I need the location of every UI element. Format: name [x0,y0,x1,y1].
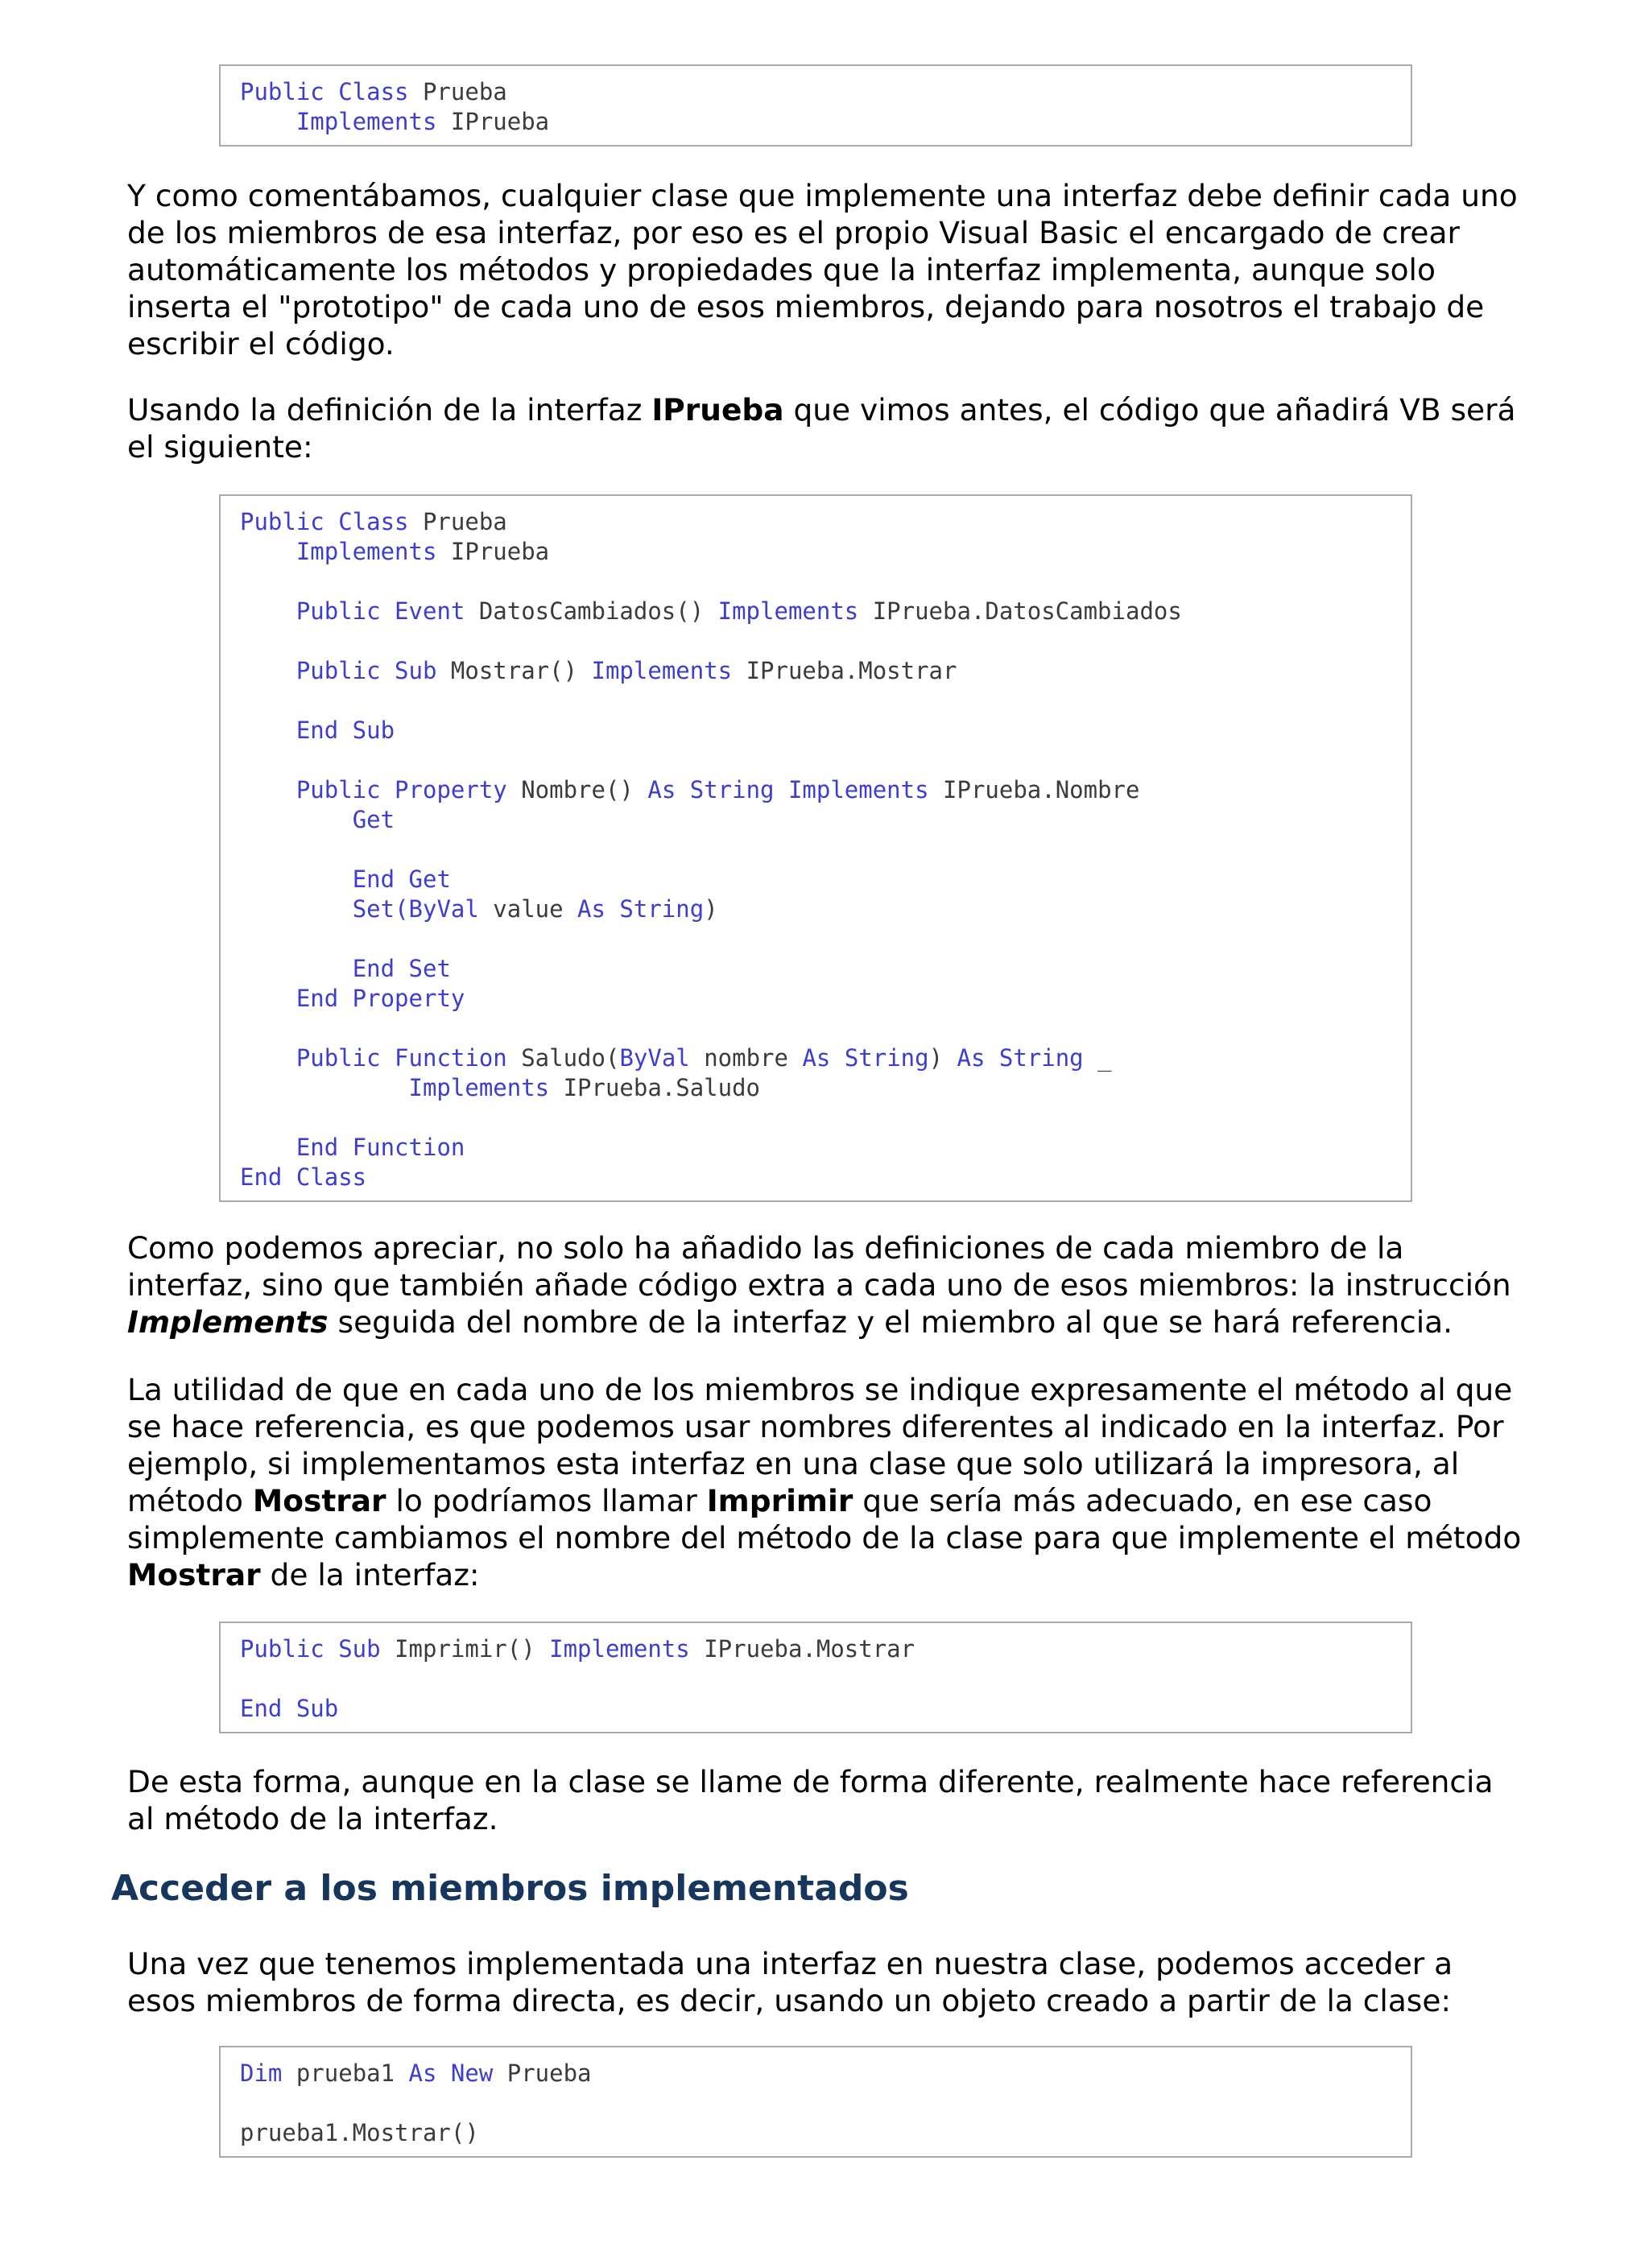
code-keyword: End Sub [295,717,395,744]
code-block-full-class [219,494,1412,1202]
code-text: ) [928,1044,957,1072]
code-keyword: As String [802,1044,929,1072]
code-text: Prueba [493,2059,592,2087]
code-text: nombre [689,1044,803,1072]
code-text [240,657,296,684]
code-text: ) [704,895,718,923]
code-line [240,1664,1391,1694]
paragraph-implements-note: Como podemos apreciar, no solo ha añadido las definiciones de cada miembro de la interfaz, sino que también añade código extra a cada uno de esos miembros: la instrucción Implements seguida del nombre de la interfaz y el miembro al que se hará referencia. [127,1230,1511,1340]
code-keyword: End Set [352,955,451,982]
code-line [240,537,1391,567]
code-line [240,894,1391,924]
code-keyword: Public Class [240,508,409,535]
code-line [240,1634,1391,1664]
code-keyword: As String Implements [647,776,929,804]
code-text: Prueba [408,78,507,105]
code-line [240,77,1391,107]
code-line [240,1043,1391,1073]
code-block-usage [219,2046,1412,2158]
code-text: Nombre() [506,776,648,804]
code-line [240,865,1391,894]
code-line [240,107,1391,137]
paragraph-different-name: De esta forma, aunque en la clase se llame de forma diferente, realmente hace referencia al método de la interfaz. [127,1764,1494,1836]
code-keyword: End Class [240,1163,367,1191]
code-line [240,597,1391,626]
code-keyword: Public Event [295,597,465,625]
code-text [240,865,353,893]
code-line [240,1163,1391,1192]
code-keyword: Public Property [295,776,507,804]
code-text: Imprimir() [380,1635,550,1663]
code-text: Saludo( [506,1044,620,1072]
code-line [240,1014,1391,1043]
section-heading: Acceder a los miembros implementados [111,1868,909,1909]
code-line [240,567,1391,597]
code-text [240,538,296,565]
code-text: DatosCambiados() [465,597,718,625]
code-keyword: End Get [352,865,451,893]
code-keyword: As String [957,1044,1084,1072]
code-text: IPrueba.Mostrar [689,1635,915,1663]
code-keyword: End Sub [240,1695,339,1722]
code-keyword: As New [408,2059,494,2087]
paragraph-interface-explanation: Y como comentábamos, cualquier clase que implemente una interfaz debe definir cada uno de los miembros de esa interfaz, por eso es el propio Visual Basic el encargado de crear automáticamente los métodos y propiedades que la interfaz implementa, aunque solo inserta el "prototipo" de cada uno de esos miembros, dejando para nosotros el trabajo de escribir el código. [127,178,1518,361]
code-line [240,1073,1391,1103]
code-text: IPrueba.DatosCambiados [858,597,1182,625]
code-keyword: Implements [591,657,733,684]
code-keyword: Implements [408,1074,550,1101]
code-line [240,1103,1391,1133]
code-keyword: Get [352,806,395,833]
code-line [240,746,1391,775]
code-keyword: Dim [240,2059,283,2087]
code-keyword: Implements [717,597,859,625]
code-text: prueba1 [282,2059,409,2087]
code-keyword: Public Class [240,78,409,105]
code-keyword: Implements [549,1635,690,1663]
code-keyword: Public Sub [295,657,437,684]
paragraph-iprueba-definition: Usando la definición de la interfaz IPrueba que vimos antes, el código que añadirá VB será el siguiente: [127,392,1516,465]
code-text: value [478,895,578,923]
code-text [240,895,353,923]
code-text: Mostrar() [436,657,592,684]
code-block-class-header [219,64,1412,147]
code-text [240,1134,296,1161]
code-text [240,955,353,982]
code-keyword: Public Sub [240,1635,381,1663]
paragraph-access-members: Una vez que tenemos implementada una interfaz en nuestra clase, podemos acceder a esos miembros de forma directa, es decir, usando un objeto creado a partir de la clase: [127,1946,1453,2018]
code-line [240,775,1391,805]
code-text: IPrueba [436,538,550,565]
code-text [240,108,296,135]
code-text [240,776,296,804]
code-text [240,985,296,1012]
paragraph-utility-explanation: La utilidad de que en cada uno de los miembros se indique expresamente el método al que se hace referencia, es que podemos usar nombres diferentes al indicado en la interfaz. Por ejemplo, si implementamos esta interfaz en una clase que solo utilizará la impresora, al método Mostrar lo podríamos llamar Imprimir que sería más adecuado, en ese caso simplemente cambiamos el nombre del método de la clase para que implemente el método Mostrar de la interfaz: [127,1372,1522,1593]
code-text [240,806,353,833]
code-keyword: Implements [295,538,437,565]
code-keyword: Public Function [295,1044,507,1072]
code-text [240,1074,409,1101]
code-text: Prueba [408,508,507,535]
code-keyword: Set(ByVal [352,895,479,923]
code-keyword: End Function [295,1134,465,1161]
code-keyword: ByVal [619,1044,690,1072]
code-text [240,717,296,744]
code-keyword: As String [577,895,705,923]
code-text: IPrueba.Nombre [928,776,1140,804]
code-line [240,2088,1391,2118]
code-line [240,835,1391,865]
code-text: IPrueba [436,108,550,135]
code-line [240,2059,1391,2088]
code-line [240,954,1391,984]
code-text [240,597,296,625]
code-line [240,656,1391,686]
code-line [240,924,1391,954]
code-block-imprimir [219,1621,1412,1733]
code-text: _ [1083,1044,1112,1072]
code-line [240,1133,1391,1163]
code-line [240,686,1391,716]
code-line [240,2118,1391,2148]
code-line [240,984,1391,1014]
code-text: prueba1.Mostrar() [240,2119,479,2146]
code-line [240,507,1391,537]
code-text: IPrueba.Saludo [549,1074,761,1101]
code-text [240,1044,296,1072]
code-line [240,1694,1391,1724]
code-line [240,626,1391,656]
code-keyword: End Property [295,985,465,1012]
code-line [240,805,1391,835]
code-text: IPrueba.Mostrar [732,657,957,684]
code-line [240,716,1391,746]
code-keyword: Implements [295,108,437,135]
